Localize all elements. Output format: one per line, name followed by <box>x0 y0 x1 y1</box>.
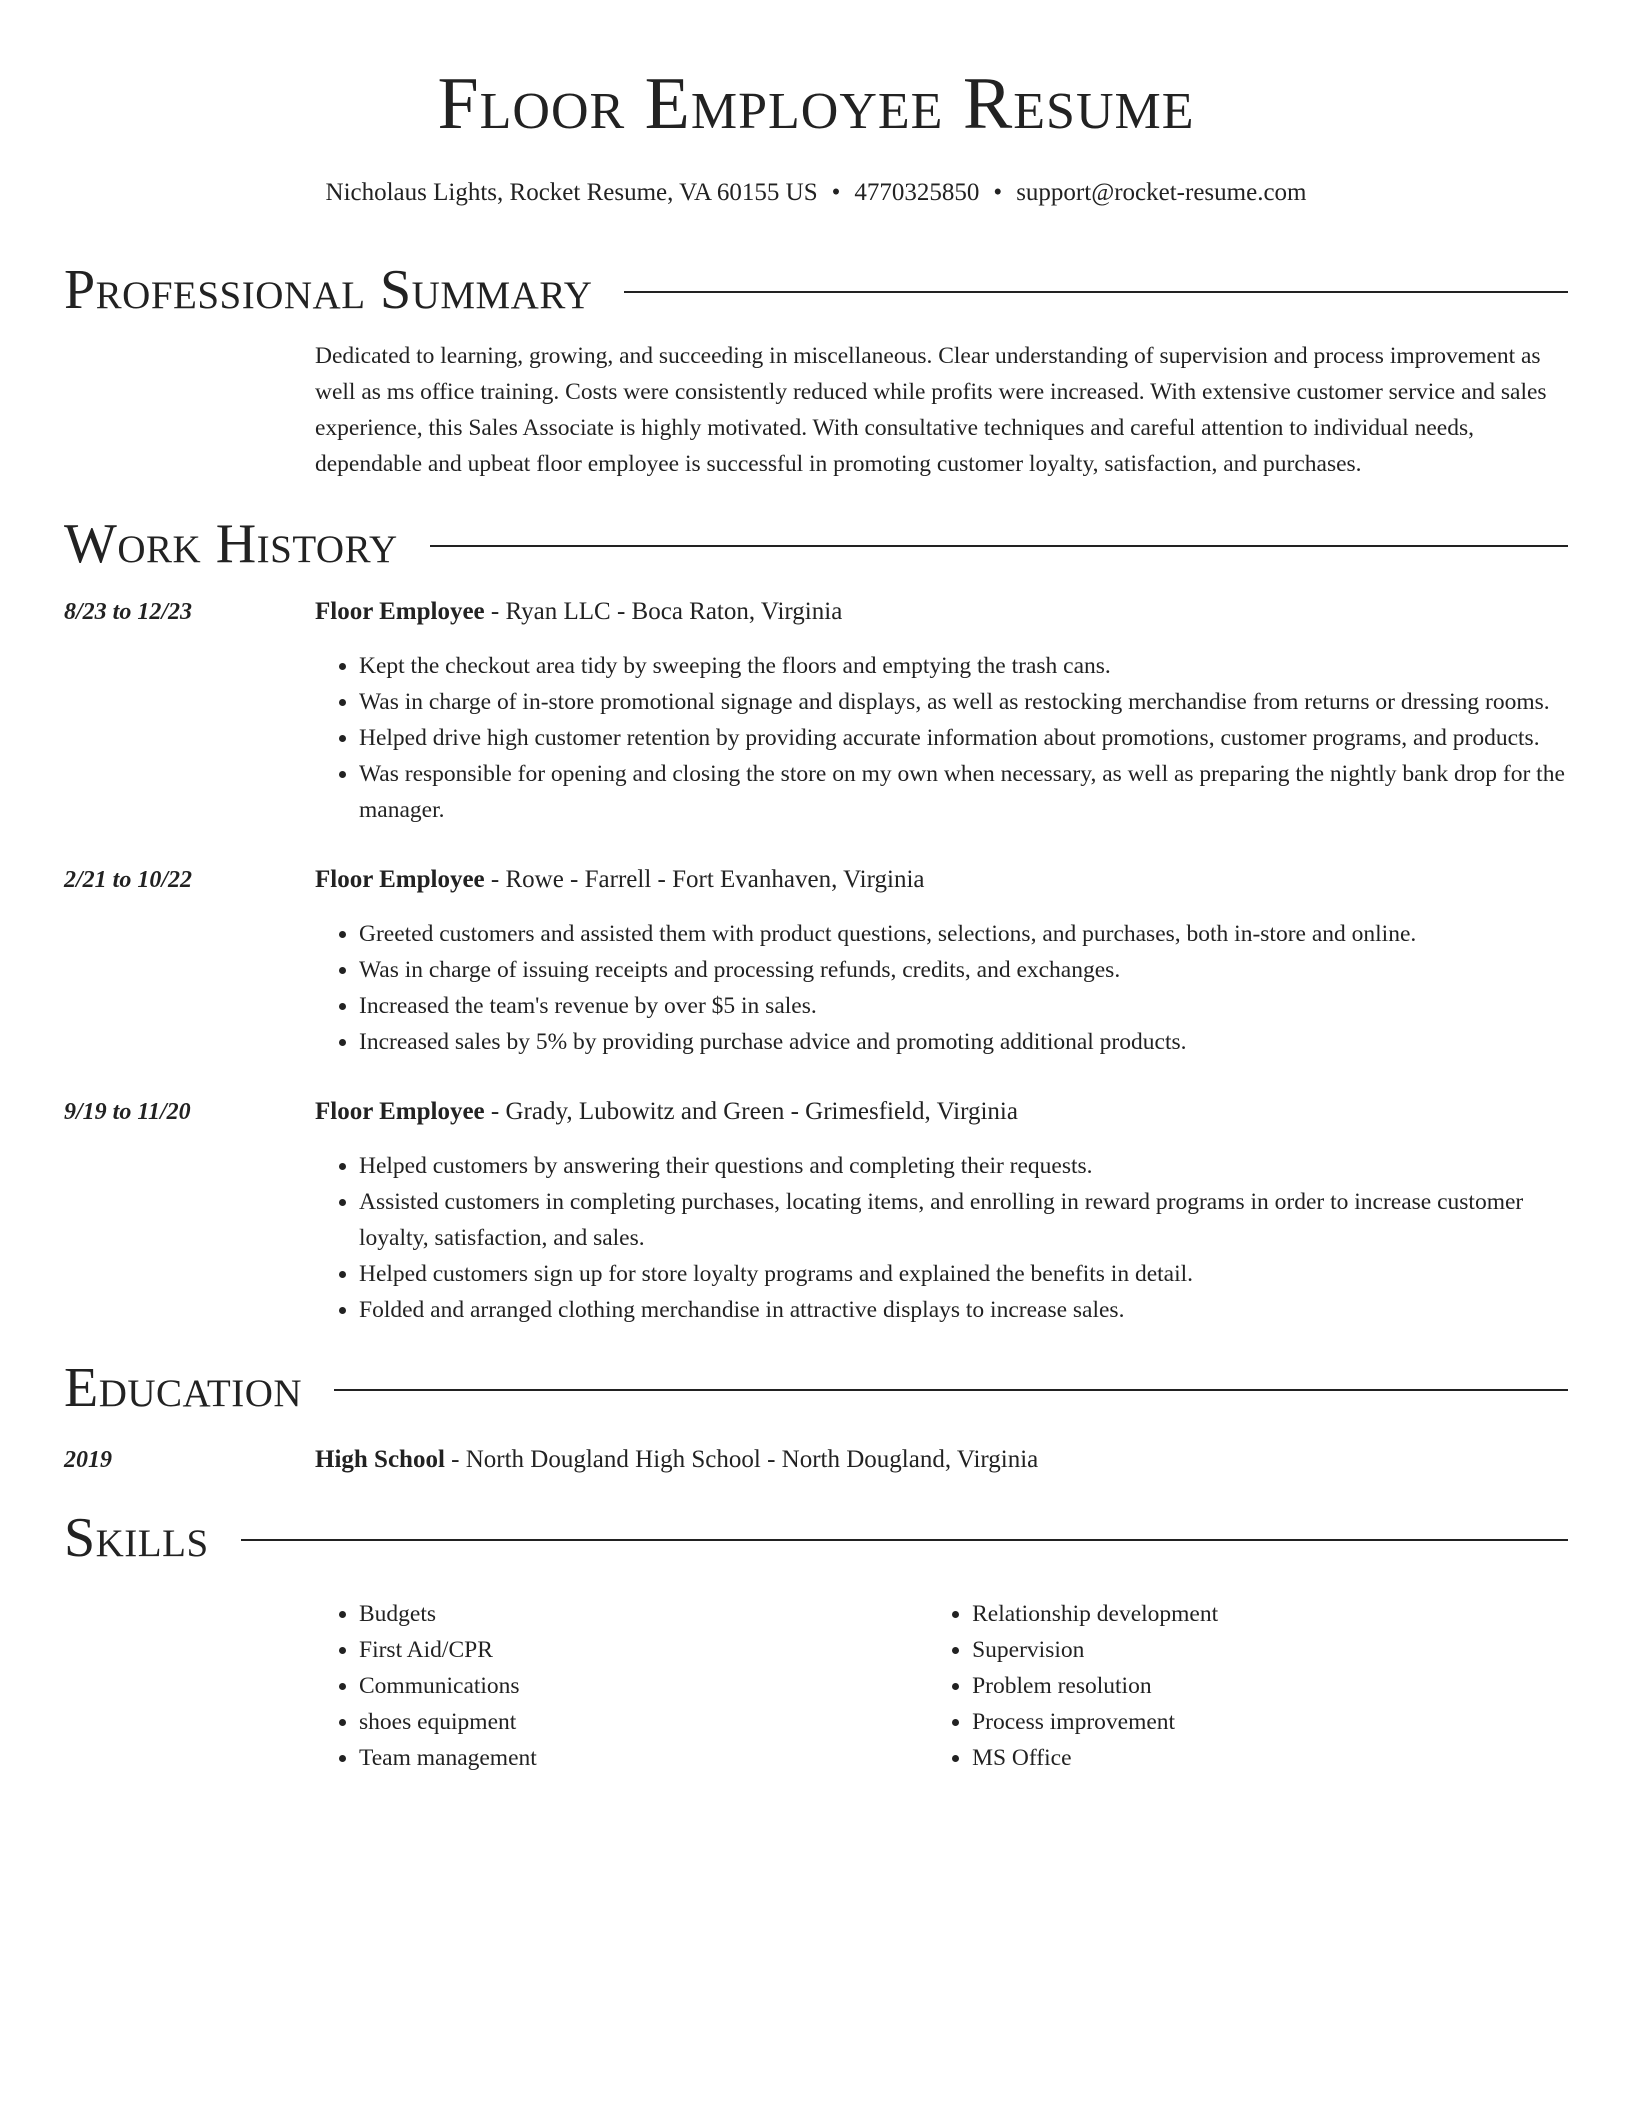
job-title: Floor Employee <box>315 866 485 893</box>
section-divider <box>241 1539 1568 1541</box>
section-divider <box>624 291 1568 293</box>
section-divider <box>430 545 1568 547</box>
job-bullet: • Folded and arranged clothing merchandise in attractive displays to increase sales. <box>359 1292 1568 1328</box>
job-bullets <box>315 1148 1568 1328</box>
job-body <box>315 862 1568 1060</box>
contact-separator: • <box>993 179 1003 206</box>
job-heading <box>315 594 1568 630</box>
job-entry <box>64 594 1568 828</box>
skill-item: • MS Office <box>972 1740 1568 1776</box>
section-work-history <box>64 510 1568 578</box>
contact-address: Nicholaus Lights, Rocket Resume, VA 60155 US <box>325 179 818 206</box>
skill-item: • shoes equipment <box>359 1704 928 1740</box>
section-skills <box>64 1504 1568 1572</box>
education-body <box>315 1442 1568 1478</box>
job-bullet: • Kept the checkout area tidy by sweeping the floors and emptying the trash cans. <box>359 648 1568 684</box>
skill-item: • Problem resolution <box>972 1668 1568 1704</box>
skills-list <box>315 1596 1568 1776</box>
section-professional-summary <box>64 256 1568 324</box>
skills-column-left <box>315 1596 928 1776</box>
job-bullet: • Increased sales by 5% by providing purchase advice and promoting additional products. <box>359 1024 1568 1060</box>
education-details: - North Dougland High School - North Dougland, Virginia <box>444 1446 1039 1473</box>
job-dates: 9/19 to 11/20 <box>64 1099 191 1125</box>
skill-item: • Relationship development <box>972 1596 1568 1632</box>
skill-item: • Budgets <box>359 1596 928 1632</box>
job-bullet: • Helped customers by answering their questions and completing their requests. <box>359 1148 1568 1184</box>
job-details: - Rowe - Farrell - Fort Evanhaven, Virginia <box>484 866 925 893</box>
skill-item: • Communications <box>359 1668 928 1704</box>
job-bullets <box>315 648 1568 828</box>
section-heading: Education <box>64 1357 303 1419</box>
job-body <box>315 594 1568 828</box>
job-dates: 2/21 to 10/22 <box>64 867 193 893</box>
job-bullet: • Assisted customers in completing purchases, locating items, and enrolling in reward programs in order to increase customer loyalty, satisfaction, and sales. <box>359 1184 1568 1256</box>
job-title: Floor Employee <box>315 598 485 625</box>
skill-item: • Supervision <box>972 1632 1568 1668</box>
job-bullet: • Increased the team's revenue by over $5 in sales. <box>359 988 1568 1024</box>
section-heading: Work History <box>64 513 398 575</box>
job-bullet: • Was responsible for opening and closing the store on my own when necessary, as well as preparing the nightly bank drop for the manager. <box>359 756 1568 828</box>
contact-line <box>64 176 1568 210</box>
job-details: - Ryan LLC - Boca Raton, Virginia <box>484 598 843 625</box>
education-heading <box>315 1442 1568 1478</box>
contact-email: support@rocket-resume.com <box>1016 179 1307 206</box>
job-title: Floor Employee <box>315 1098 485 1125</box>
resume-page <box>64 0 1568 1776</box>
job-bullet: • Was in charge of in-store promotional signage and displays, as well as restocking merchandise from returns or dressing rooms. <box>359 684 1568 720</box>
job-bullet: • Helped customers sign up for store loyalty programs and explained the benefits in detail. <box>359 1256 1568 1292</box>
job-heading <box>315 1094 1568 1130</box>
job-entry <box>64 862 1568 1060</box>
job-bullet: • Greeted customers and assisted them with product questions, selections, and purchases, both in-store and online. <box>359 916 1568 952</box>
job-body <box>315 1094 1568 1328</box>
section-heading: Skills <box>64 1507 209 1569</box>
skill-item: • Team management <box>359 1740 928 1776</box>
education-degree: High School <box>315 1446 445 1473</box>
resume-title: Floor Employee Resume <box>437 63 1195 145</box>
job-bullet: • Was in charge of issuing receipts and processing refunds, credits, and exchanges. <box>359 952 1568 988</box>
job-bullet: • Helped drive high customer retention by providing accurate information about promotions, customer programs, and products. <box>359 720 1568 756</box>
summary-text: Dedicated to learning, growing, and succeeding in miscellaneous. Clear understanding of supervision and process improvement as well as ms office training. Costs were consistently reduced while profits were increased. With extensive customer service and sales experience, this Sales Associate is highly motivated. With consultative techniques and careful attention to individual needs, dependable and upbeat floor employee is successful in promoting customer loyalty, satisfaction, and purchases. <box>315 343 1547 477</box>
skill-item: • Process improvement <box>972 1704 1568 1740</box>
job-heading <box>315 862 1568 898</box>
job-details: - Grady, Lubowitz and Green - Grimesfield, Virginia <box>484 1098 1018 1125</box>
contact-separator: • <box>831 179 841 206</box>
skills-column-right <box>928 1596 1568 1776</box>
job-entry <box>64 1094 1568 1328</box>
section-education <box>64 1354 1568 1422</box>
education-year: 2019 <box>64 1447 112 1473</box>
skill-item: • First Aid/CPR <box>359 1632 928 1668</box>
section-divider <box>334 1389 1568 1391</box>
job-dates: 8/23 to 12/23 <box>64 599 193 625</box>
section-heading: Professional Summary <box>64 259 593 321</box>
education-entry <box>64 1442 1568 1478</box>
job-bullets <box>315 916 1568 1060</box>
contact-phone: 4770325850 <box>854 179 980 206</box>
